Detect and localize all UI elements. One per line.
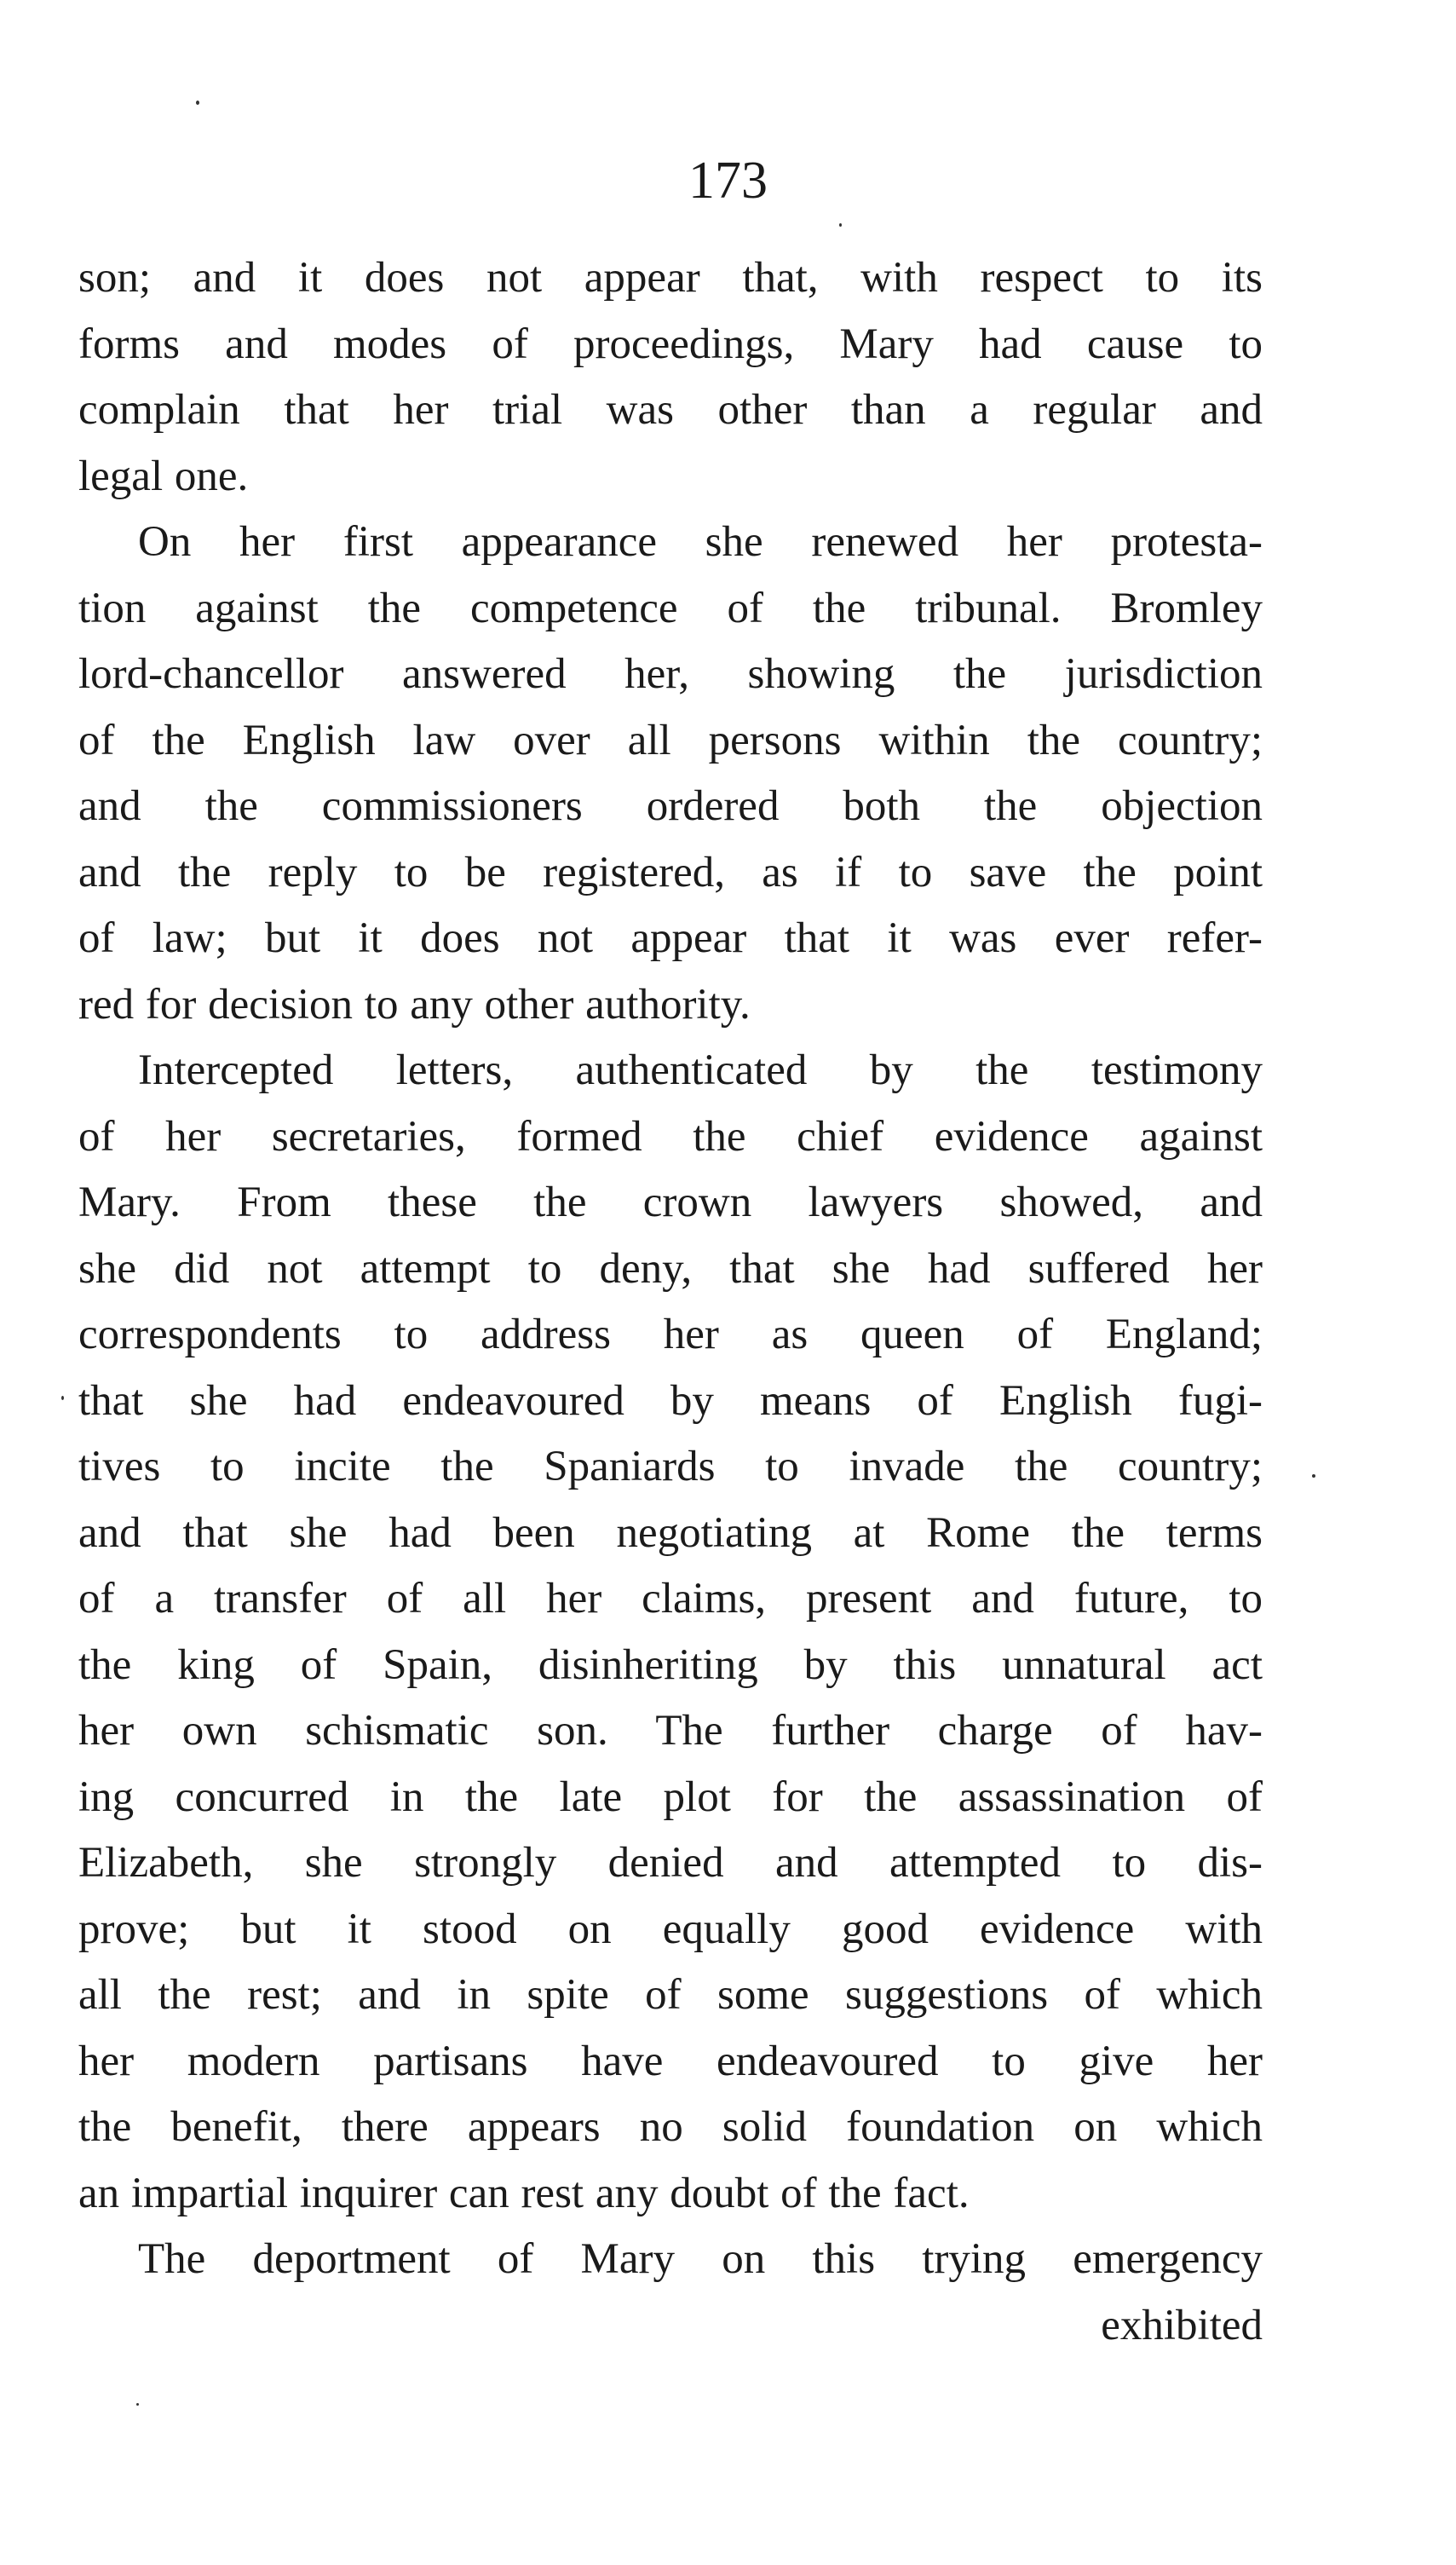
text-line: she did not attempt to deny, that she had suffered her: [78, 1244, 1263, 1293]
text-line: legal one.: [78, 452, 249, 500]
text-line: forms and modes of proceedings, Mary had cause to: [78, 320, 1263, 368]
text-line: her own schismatic son. The further charge of hav-: [78, 1707, 1263, 1755]
paragraph-first-line: Intercepted letters, authenticated by the testimony: [138, 1046, 1263, 1094]
text-line: and that she had been negotiating at Rome the terms: [78, 1508, 1263, 1557]
scan-speck: [136, 2403, 139, 2406]
text-line: of her secretaries, formed the chief evidence against: [78, 1112, 1263, 1161]
text-line: and the commissioners ordered both the objection: [78, 782, 1263, 830]
text-line: son; and it does not appear that, with respect to its: [78, 254, 1263, 302]
text-line: red for decision to any other authority.: [78, 980, 751, 1029]
text-line: lord-chancellor answered her, showing the jurisdiction: [78, 650, 1263, 698]
body-text: [78, 245, 1263, 2359]
text-line: of a transfer of all her claims, present and future, to: [78, 1575, 1263, 1623]
text-line: all the rest; and in spite of some suggestions of which: [78, 1971, 1263, 2019]
page-number: 173: [688, 152, 768, 210]
text-line: ing concurred in the late plot for the assassination of: [78, 1772, 1263, 1821]
text-line: that she had endeavoured by means of English fugi-: [78, 1376, 1263, 1425]
text-line: correspondents to address her as queen of England;: [78, 1311, 1263, 1358]
text-line: complain that her trial was other than a regular and: [78, 386, 1263, 434]
text-line: her modern partisans have endeavoured to give her: [78, 2037, 1263, 2085]
text-line: the benefit, there appears no solid foundation on which: [78, 2103, 1263, 2151]
catchword: exhibited: [1101, 2301, 1263, 2349]
text-line: tives to incite the Spaniards to invade the country;: [78, 1443, 1263, 1490]
scan-speck: [61, 1396, 64, 1400]
text-line: of law; but it does not appear that it was ever refer-: [78, 914, 1263, 962]
scan-speck: [196, 101, 199, 105]
scan-speck: [839, 223, 842, 227]
text-line: the king of Spain, disinheriting by this unnatural act: [78, 1640, 1263, 1689]
text-line: of the English law over all persons within the country;: [78, 716, 1263, 764]
text-line: prove; but it stood on equally good evidence with: [78, 1905, 1263, 1953]
text-line: Elizabeth, she strongly denied and attempted to dis-: [78, 1839, 1263, 1887]
text-line: tion against the competence of the tribunal. Bromley: [78, 584, 1263, 632]
paragraph-first-line: The deportment of Mary on this trying emergency: [138, 2235, 1263, 2283]
text-line: an impartial inquirer can rest any doubt of the fact.: [78, 2169, 970, 2217]
paragraph-first-line: On her first appearance she renewed her protesta-: [138, 518, 1263, 566]
text-line: and the reply to be registered, as if to save the point: [78, 848, 1263, 896]
scan-speck: [1312, 1474, 1315, 1478]
text-line: Mary. From these the crown lawyers showed, and: [78, 1179, 1263, 1226]
